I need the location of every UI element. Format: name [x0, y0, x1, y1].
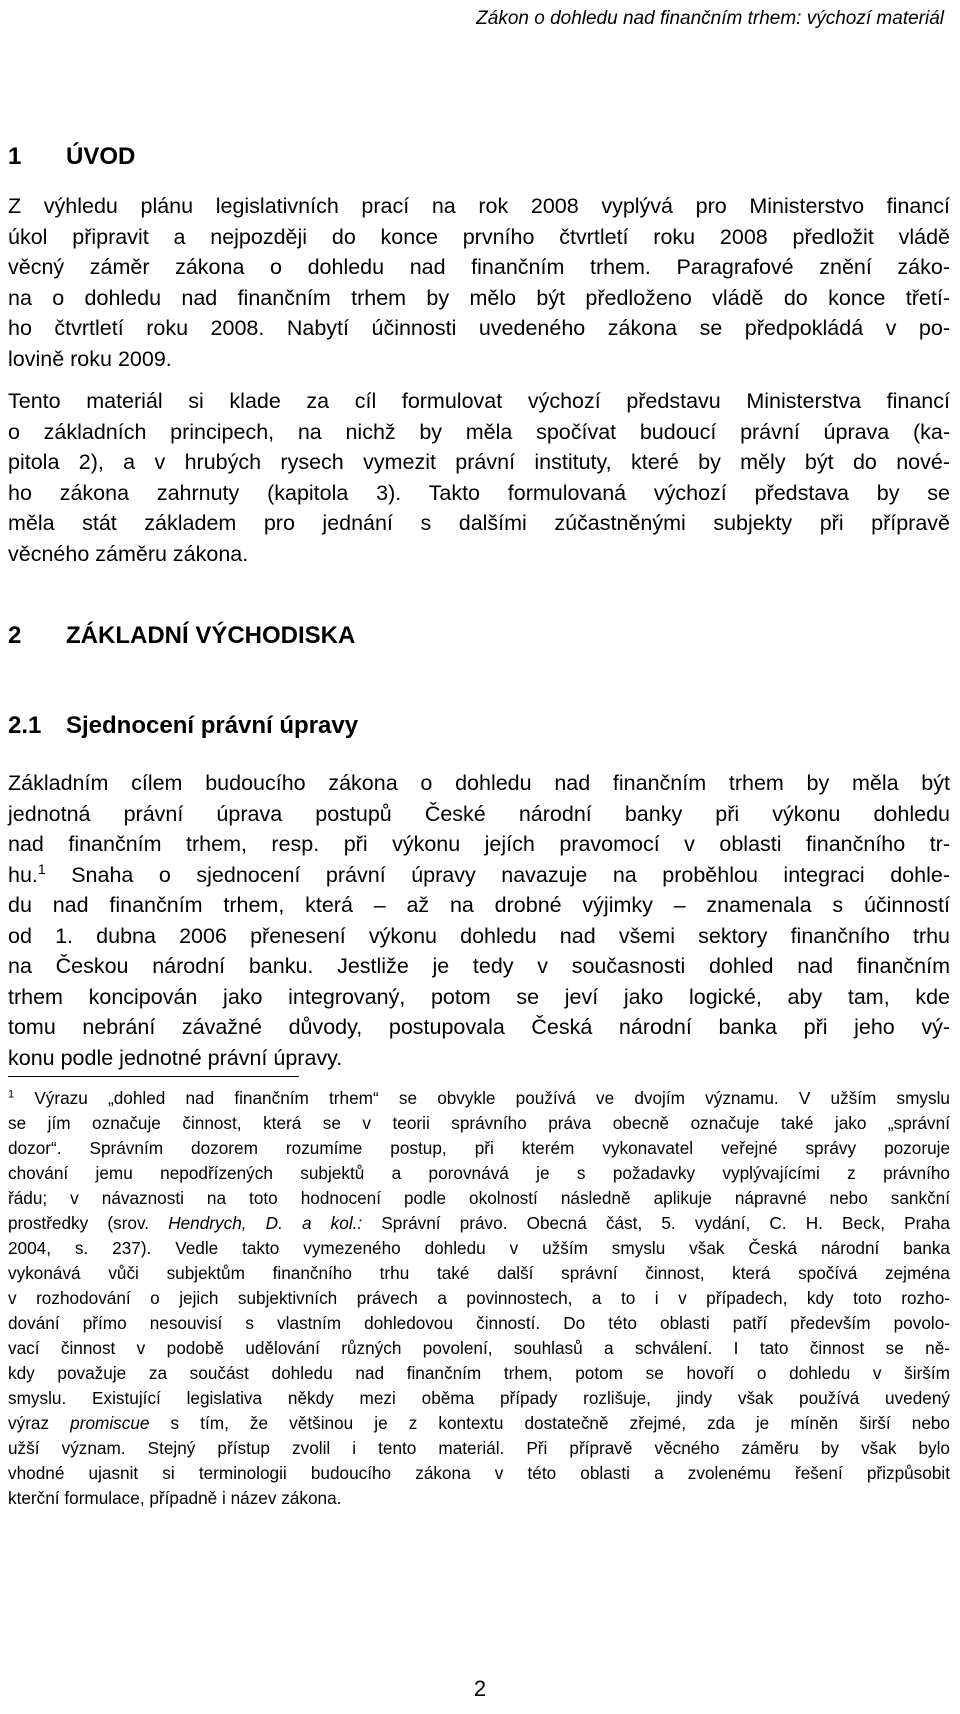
footnote-line: řádu; v návaznosti na toto hodnocení podle okolností následně aplikuje nápravné nebo sankční [8, 1188, 950, 1208]
text-line: věcný záměr zákona o dohledu nad finančním trhem. Paragrafové znění záko- [8, 255, 950, 279]
text-line: tomu nebrání závažné důvody, postupovala Česká národní banka při jeho vý- [8, 1015, 950, 1039]
footnote-line [8, 1411, 950, 1436]
section-title: ÚVOD [66, 143, 136, 170]
text-line: ho čtvrtletí roku 2008. Nabytí účinnosti uvedeného zákona se předpokládá v po- [8, 316, 950, 340]
text-line: Základním cílem budoucího zákona o dohledu nad finančním trhem by měla být [8, 771, 950, 795]
section-number: 2 [8, 622, 22, 649]
footnote-line: vykonává vůči subjektům finančního trhu také další správní činnost, která spočívá zejména [8, 1263, 950, 1283]
subsection-number: 2.1 [8, 712, 42, 739]
subsection-title: Sjednocení právní úpravy [66, 712, 359, 739]
text-line: du nad finančním trhem, která – až na drobné výjimky – znamenala s účinností [8, 893, 950, 917]
footnote-line [8, 1211, 950, 1236]
footnote-line: užší význam. Stejný přístup zvolil i tento materiál. Při přípravě věcného záměru by však bylo [8, 1438, 950, 1458]
footnote-reference[interactable]: 1 [37, 860, 46, 877]
text-line: konu podle jednotné právní úpravy. [8, 1045, 343, 1070]
footnote-line: 2004, s. 237). Vedle takto vymezeného dohledu v užším smyslu však Česká národní banka [8, 1238, 950, 1258]
text-line: Tento materiál si klade za cíl formulovat výchozí představu Ministerstva financí [8, 389, 950, 413]
footnote-line: dování přímo nesouvisí s vlastním dohledovou činností. Do této oblasti patří především povolo- [8, 1313, 950, 1333]
text-fragment: hu. [8, 862, 38, 887]
text-fragment: Správní právo. Obecná část, 5. vydání, C. H. Beck, Praha [362, 1213, 950, 1233]
footnote-line: kterční formulace, případně i název zákona. [8, 1488, 342, 1508]
section-2-heading [8, 622, 355, 650]
section-title: ZÁKLADNÍ VÝCHODISKA [66, 622, 356, 649]
text-line: pitola 2), a v hrubých rysech vymezit právní instituty, které by měly být do nové- [8, 450, 950, 474]
section-number: 1 [8, 143, 22, 170]
italic-term: promiscue [70, 1413, 150, 1433]
footnote-line: v rozhodování o jejich subjektivních právech a povinnostech, a to i v případech, kdy toto rozho- [8, 1288, 950, 1308]
footnote-line: kdy považuje za součást dohledu nad finančním trhem, potom se hovoří o dohledu v širším [8, 1363, 950, 1383]
text-line: na o dohledu nad finančním trhem by mělo být předloženo vládě do konce třetí- [8, 285, 950, 310]
intro-paragraph-1 [8, 191, 950, 374]
text-line: jednotná právní úprava postupů České národní banky při výkonu dohledu [8, 801, 950, 826]
text-line: trhem koncipován jako integrovaný, potom se jeví jako logické, aby tam, kde [8, 984, 950, 1009]
running-header: Zákon o dohledu nad finančním trhem: výchozí materiál [476, 8, 944, 29]
text-fragment: Snaha o sjednocení právní úpravy navazuje na proběhlou integraci dohle- [71, 862, 950, 887]
footnote-line: smyslu. Existující legislativa někdy mezi oběma případy rozlišuje, jindy však používá uvedený [8, 1388, 950, 1408]
footnote-line: se jím označuje činnost, která se v teorii správního práva obecně označuje také jako „správní [8, 1113, 950, 1133]
citation-authors: Hendrych, D. a kol.: [168, 1213, 363, 1233]
footnote-1 [8, 1086, 950, 1511]
text-line: lovině roku 2009. [8, 346, 172, 371]
text-line [8, 860, 950, 891]
footnote-line: dozor“. Správním dozorem rozumíme postup, při kterém vykonavatel veřejné správy pozoruje [8, 1138, 950, 1158]
text-fragment: s tím, že většinou je z kontextu dostatečně zřejmé, zda je míněn širší nebo [149, 1413, 950, 1433]
text-line: měla stát základem pro jednání s dalšími zúčastněnými subjekty při přípravě [8, 511, 950, 535]
text-line: Z výhledu plánu legislativních prací na rok 2008 vyplývá pro Ministerstvo financí [8, 194, 950, 218]
footnote-line [8, 1086, 950, 1111]
text-line: od 1. dubna 2006 přenesení výkonu dohledu nad všemi sektory finančního trhu [8, 923, 950, 948]
text-line: ho zákona zahrnuty (kapitola 3). Takto formulovaná výchozí představa by se [8, 480, 950, 505]
subsection-2-1-paragraph [8, 768, 950, 1073]
text-line: o základních principech, na nichž by měla spočívat budoucí právní úprava (ka- [8, 419, 950, 444]
text-line: úkol připravit a nejpozději do konce prvního čtvrtletí roku 2008 předložit vládě [8, 224, 950, 249]
subsection-2-1-heading [8, 712, 358, 740]
section-1-heading [8, 143, 135, 171]
text-line: nad finančním trhem, resp. při výkonu jejích pravomocí v oblasti finančního tr- [8, 832, 950, 856]
footnote-separator [8, 1076, 299, 1077]
text-line: věcného záměru zákona. [8, 541, 249, 566]
intro-paragraph-2 [8, 386, 950, 569]
text-line: na Českou národní banku. Jestliže je tedy v současnosti dohled nad finančním [8, 954, 950, 978]
text-fragment: prostředky (srov. [8, 1213, 169, 1233]
footnote-marker: 1 [8, 1088, 15, 1101]
text-fragment: výraz [8, 1413, 71, 1433]
footnote-line: chování jemu nepodřízených subjektů a porovnává je s požadavky vyplývajícími z právního [8, 1163, 950, 1183]
footnote-line: vhodné ujasnit si terminologii budoucího zákona v této oblasti a zvolenému řešení přizpůsobit [8, 1463, 950, 1483]
footnote-line: vací činnost v podobě udělování různých povolení, souhlasů a schválení. I tato činnost se ně- [8, 1338, 950, 1358]
page-number: 2 [473, 1676, 487, 1701]
text-fragment: Výrazu „dohled nad finančním trhem“ se obvykle používá ve dvojím významu. V užším smyslu [34, 1088, 950, 1108]
